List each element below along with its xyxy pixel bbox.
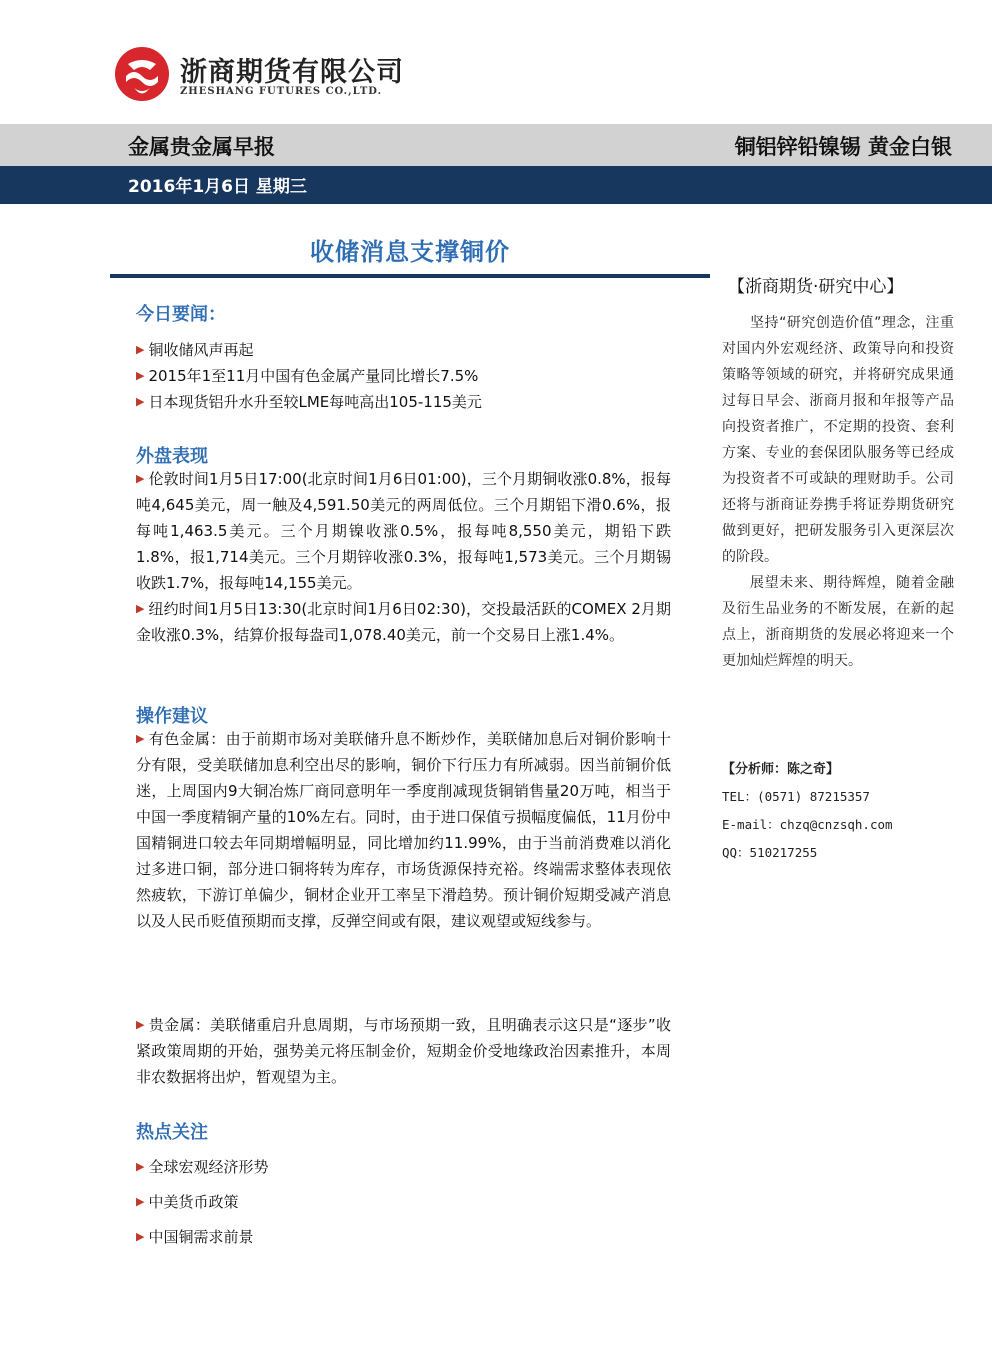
- hot-item: ▶ 全球宏观经济形势: [136, 1158, 269, 1176]
- news-item: ▶ 2015年1至11月中国有色金属产量同比增长7.5%: [136, 367, 479, 385]
- analyst-email: E-mail：chzq@cnzsqh.com: [722, 817, 893, 832]
- news-item: ▶ 日本现货铝升水升至较LME每吨高出105-115美元: [136, 393, 482, 411]
- bullet-arrow-icon: ▶: [136, 369, 145, 382]
- title-divider: [110, 274, 710, 278]
- report-title: 收储消息支撑铜价: [310, 238, 510, 266]
- news-section: [136, 300, 671, 326]
- report-category: 金属贵金属早报: [128, 135, 275, 159]
- section-heading-news: 今日要闻：: [136, 304, 226, 325]
- bullet-arrow-icon: ▶: [136, 1018, 145, 1031]
- advice-base-metals: ▶ 有色金属：由于前期市场对美联储升息不断炒作，美联储加息后对铜价影响十分有限，受美联储加息利空出尽的影响，铜价下行压力有所减弱。因当前铜价低迷，上周国内9大铜冶炼厂商同意明年一季度削减现货铜销售量20万吨，相当于中国一季度精铜产量的10%左右。同时，由于进口保值亏损幅度偏低，11月份中国精铜进口较去年同期增幅明显，同比增加约11.99%，由于当前消费难以消化过多进口铜，部分进口铜将转为库存，市场货源保持充裕。终端需求整体表现依然疲软，下游订单偏少，铜材企业开工率呈下滑趋势。预计铜价短期受减产消息以及人民币贬值预期而支撑，反弹空间或有限，建议观望或短线参与。: [136, 730, 671, 930]
- analyst-name: 【分析师：陈之奇】: [722, 762, 840, 777]
- section-heading-advice: 操作建议: [136, 706, 208, 727]
- bullet-arrow-icon: ▶: [136, 343, 145, 356]
- research-center-title: 【浙商期货·研究中心】: [728, 277, 904, 297]
- section-heading-overseas: 外盘表现: [136, 446, 208, 467]
- overseas-content: [136, 466, 671, 648]
- overseas-paragraph-london: ▶ 伦敦时间1月5日17:00(北京时间1月6日01:00)，三个月期铜收涨0.8%，报每吨4,645美元，周一触及4,591.50美元的两周低位。三个月期铝下滑0.6%，报每吨1,463.5美元。三个月期镍收涨0.5%，报每吨8,550美元，期铅下跌1.8%，报1,714美元。三个月期锌收涨0.3%，报每吨1,573美元。三个月期锡收跌1.7%，报每吨14,155美元。: [136, 470, 671, 592]
- research-paragraph: 展望未来、期待辉煌，随着金融及衍生品业务的不断发展，在新的起点上，浙商期货的发展必将迎来一个更加灿烂辉煌的明天。: [722, 575, 954, 669]
- advice-precious-metals: ▶ 贵金属：美联储重启升息周期，与市场预期一致，且明确表示这只是“逐步”收紧政策周期的开始，强势美元将压制金价，短期金价受地缘政治因素推升，本周非农数据将出炉，暂观望为主。: [136, 1016, 671, 1086]
- overseas-paragraph-newyork: ▶ 纽约时间1月5日13:30(北京时间1月6日02:30)，交投最活跃的COMEX 2月期金收涨0.3%，结算价报每盎司1,078.40美元，前一个交易日上涨1.4%。: [136, 600, 671, 644]
- research-center-intro: [722, 310, 954, 674]
- bullet-arrow-icon: ▶: [136, 395, 145, 408]
- bullet-arrow-icon: ▶: [136, 732, 145, 745]
- hot-item: ▶ 中美货币政策: [136, 1193, 239, 1211]
- news-list: [136, 337, 671, 415]
- analyst-tel: TEL：(0571) 87215357: [722, 789, 870, 804]
- hot-item: ▶ 中国铜需求前景: [136, 1228, 254, 1246]
- bullet-arrow-icon: ▶: [136, 1230, 145, 1243]
- bullet-arrow-icon: ▶: [136, 472, 145, 485]
- covered-metals: 铜铝锌铅镍锡 黄金白银: [734, 135, 952, 159]
- section-heading-hot: 热点关注: [136, 1122, 208, 1143]
- bullet-arrow-icon: ▶: [136, 1160, 145, 1173]
- company-name-en: ZHESHANG FUTURES CO.,LTD.: [180, 86, 383, 97]
- report-date: 2016年1月6日 星期三: [128, 177, 307, 197]
- bullet-arrow-icon: ▶: [136, 602, 145, 615]
- research-paragraph: 坚持“研究创造价值”理念，注重对国内外宏观经济、政策导向和投资策略等领域的研究，并将研究成果通过每日早会、浙商月报和年报等产品向投资者推广，不定期的投资、套利方案、专业的套保团队服务等已经成为投资者不可或缺的理财助手。公司还将与浙商证券携手将证券期货研究做到更好，把研发服务引入更深层次的阶段。: [722, 315, 954, 565]
- analyst-qq: QQ：510217255: [722, 845, 818, 860]
- bullet-arrow-icon: ▶: [136, 1195, 145, 1208]
- analyst-block: [722, 758, 954, 861]
- company-name-cn: 浙商期货有限公司: [180, 57, 404, 88]
- news-item: ▶ 铜收储风声再起: [136, 341, 254, 359]
- company-logo-icon: [114, 46, 170, 102]
